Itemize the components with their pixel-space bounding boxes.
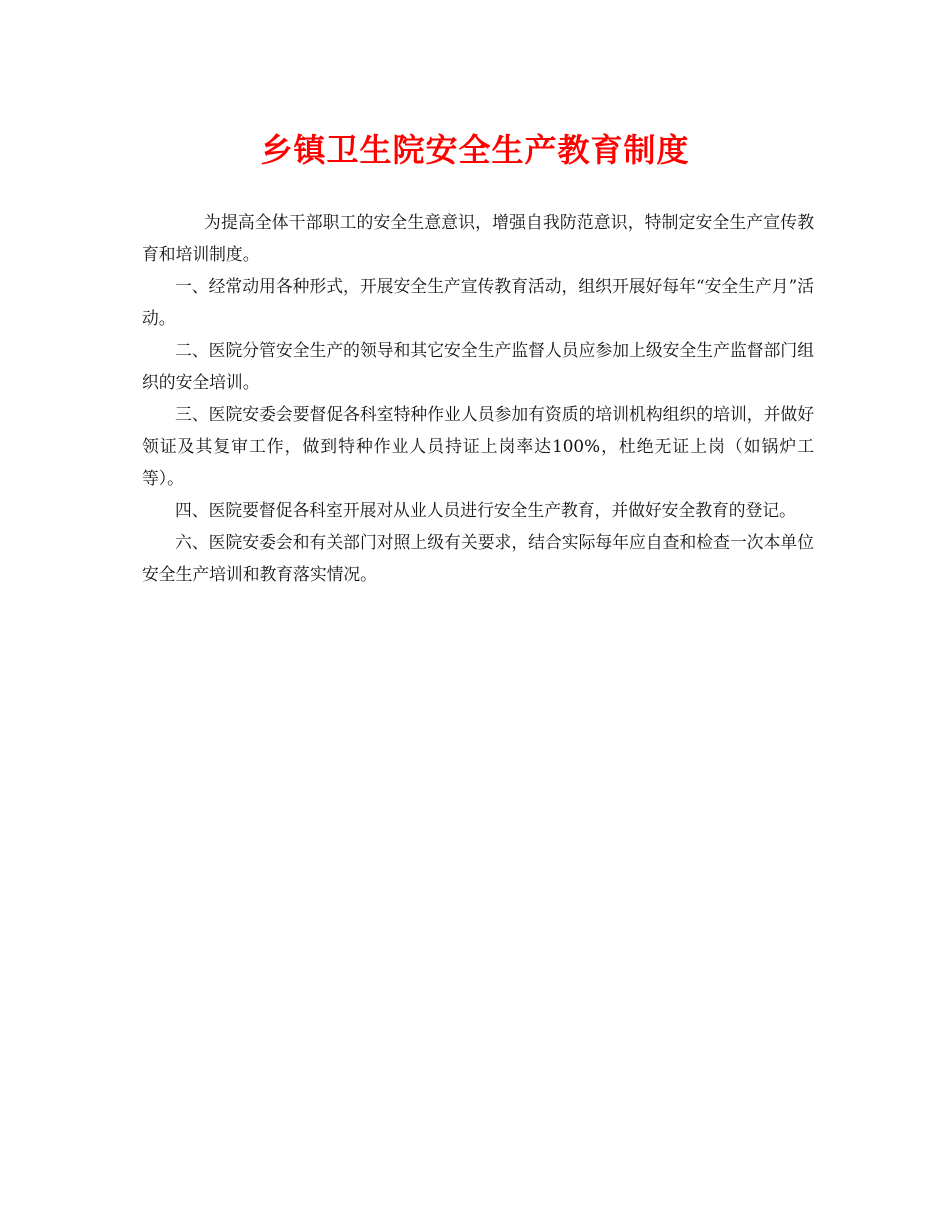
document-body	[142, 206, 814, 590]
intro-paragraph: 为提高全体干部职工的安全生意意识，增强自我防范意识，特制定安全生产宣传教育和培训制度。	[142, 212, 814, 264]
clause-3-paragraph: 三、医院安委会要督促各科室特种作业人员参加有资质的培训机构组织的培训，并做好领证及其复审工作，做到特种作业人员持证上岗率达100%，杜绝无证上岗（如锅炉工等）。	[142, 404, 814, 488]
clause-1-paragraph: 一、经常动用各种形式，开展安全生产宣传教育活动，组织开展好每年“安全生产月”活动。	[142, 276, 814, 328]
clause-6-paragraph: 六、医院安委会和有关部门对照上级有关要求，结合实际每年应自查和检查一次本单位安全生产培训和教育落实情况。	[142, 532, 814, 584]
document-title: 乡镇卫生院安全生产教育制度	[260, 131, 690, 169]
clause-2-paragraph: 二、医院分管安全生产的领导和其它安全生产监督人员应参加上级安全生产监督部门组织的安全培训。	[142, 340, 814, 392]
clause-4-paragraph: 四、医院要督促各科室开展对从业人员进行安全生产教育，并做好安全教育的登记。	[175, 500, 796, 520]
